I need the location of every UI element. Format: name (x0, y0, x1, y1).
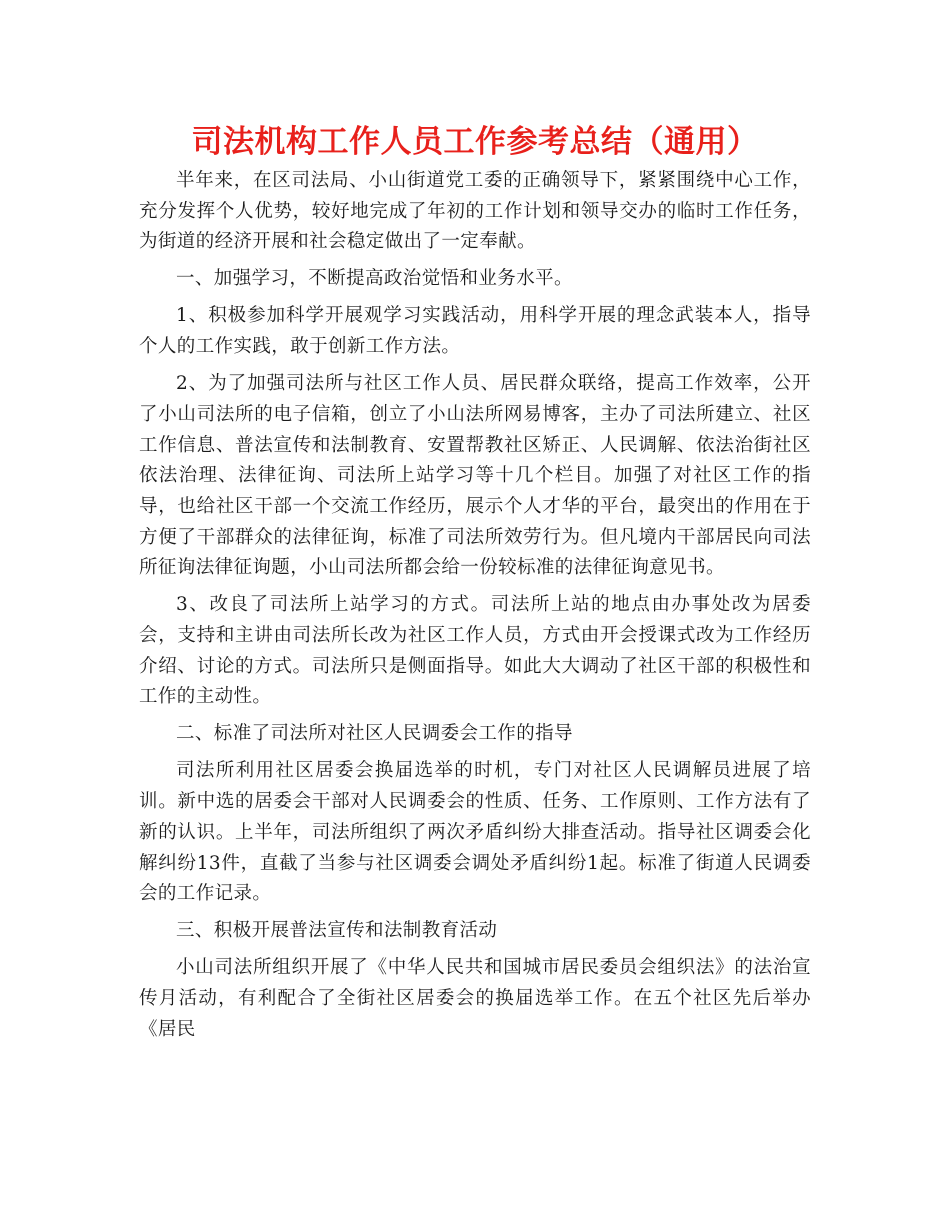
paragraph-3-body: 小山司法所组织开展了《中华人民共和国城市居民委员会组织法》的法治宣传月活动，有利配合了全街社区居委会的换届选举工作。在五个社区先后举办《居民 (139, 957, 811, 1040)
paragraph-1-1: 1、积极参加科学开展观学习实践活动，用科学开展的理念武装本人，指导个人的工作实践，敢于创新工作方法。 (139, 305, 811, 358)
document-title: 司法机构工作人员工作参考总结（通用） (191, 124, 759, 160)
paragraph-1-3: 3、改良了司法所上站学习的方式。司法所上站的地点由办事处改为居委会，支持和主讲由司法所长改为社区工作人员，方式由开会授课式改为工作经历介绍、讨论的方式。司法所只是侧面指导。如此大大调动了社区干部的积极性和工作的主动性。 (139, 594, 811, 708)
document-page (139, 120, 811, 1052)
section-heading-3: 三、积极开展普法宣传和法制教育活动 (176, 920, 498, 942)
section-heading-2: 二、标准了司法所对社区人民调委会工作的指导 (176, 723, 573, 745)
intro-paragraph: 半年来，在区司法局、小山街道党工委的正确领导下，紧紧围绕中心工作，充分发挥个人优势，较好地完成了年初的工作计划和领导交办的临时工作任务，为街道的经济开展和社会稳定做出了一定奉献。 (139, 170, 811, 253)
section-heading-1: 一、加强学习，不断提高政治觉悟和业务水平。 (176, 268, 573, 290)
paragraph-2-body: 司法所利用社区居委会换届选举的时机，专门对社区人民调解员进展了培训。新中选的居委会干部对人民调委会的性质、任务、工作原则、工作方法有了新的认识。上半年，司法所组织了两次矛盾纠纷大排查活动。指导社区调委会化解纠纷13件，直截了当参与社区调委会调处矛盾纠纷1起。标准了街道人民调委会的工作记录。 (139, 760, 811, 905)
paragraph-1-2: 2、为了加强司法所与社区工作人员、居民群众联络，提高工作效率，公开了小山司法所的电子信箱，创立了小山法所网易博客，主办了司法所建立、社区工作信息、普法宣传和法制教育、安置帮教社区矫正、人民调解、依法治街社区依法治理、法律征询、司法所上站学习等十几个栏目。加强了对社区工作的指导，也给社区干部一个交流工作经历，展示个人才华的平台，最突出的作用在于方便了干部群众的法律征询，标准了司法所效劳行为。但凡境内干部居民向司法所征询法律征询题，小山司法所都会给一份较标准的法律征询意见书。 (139, 373, 811, 579)
